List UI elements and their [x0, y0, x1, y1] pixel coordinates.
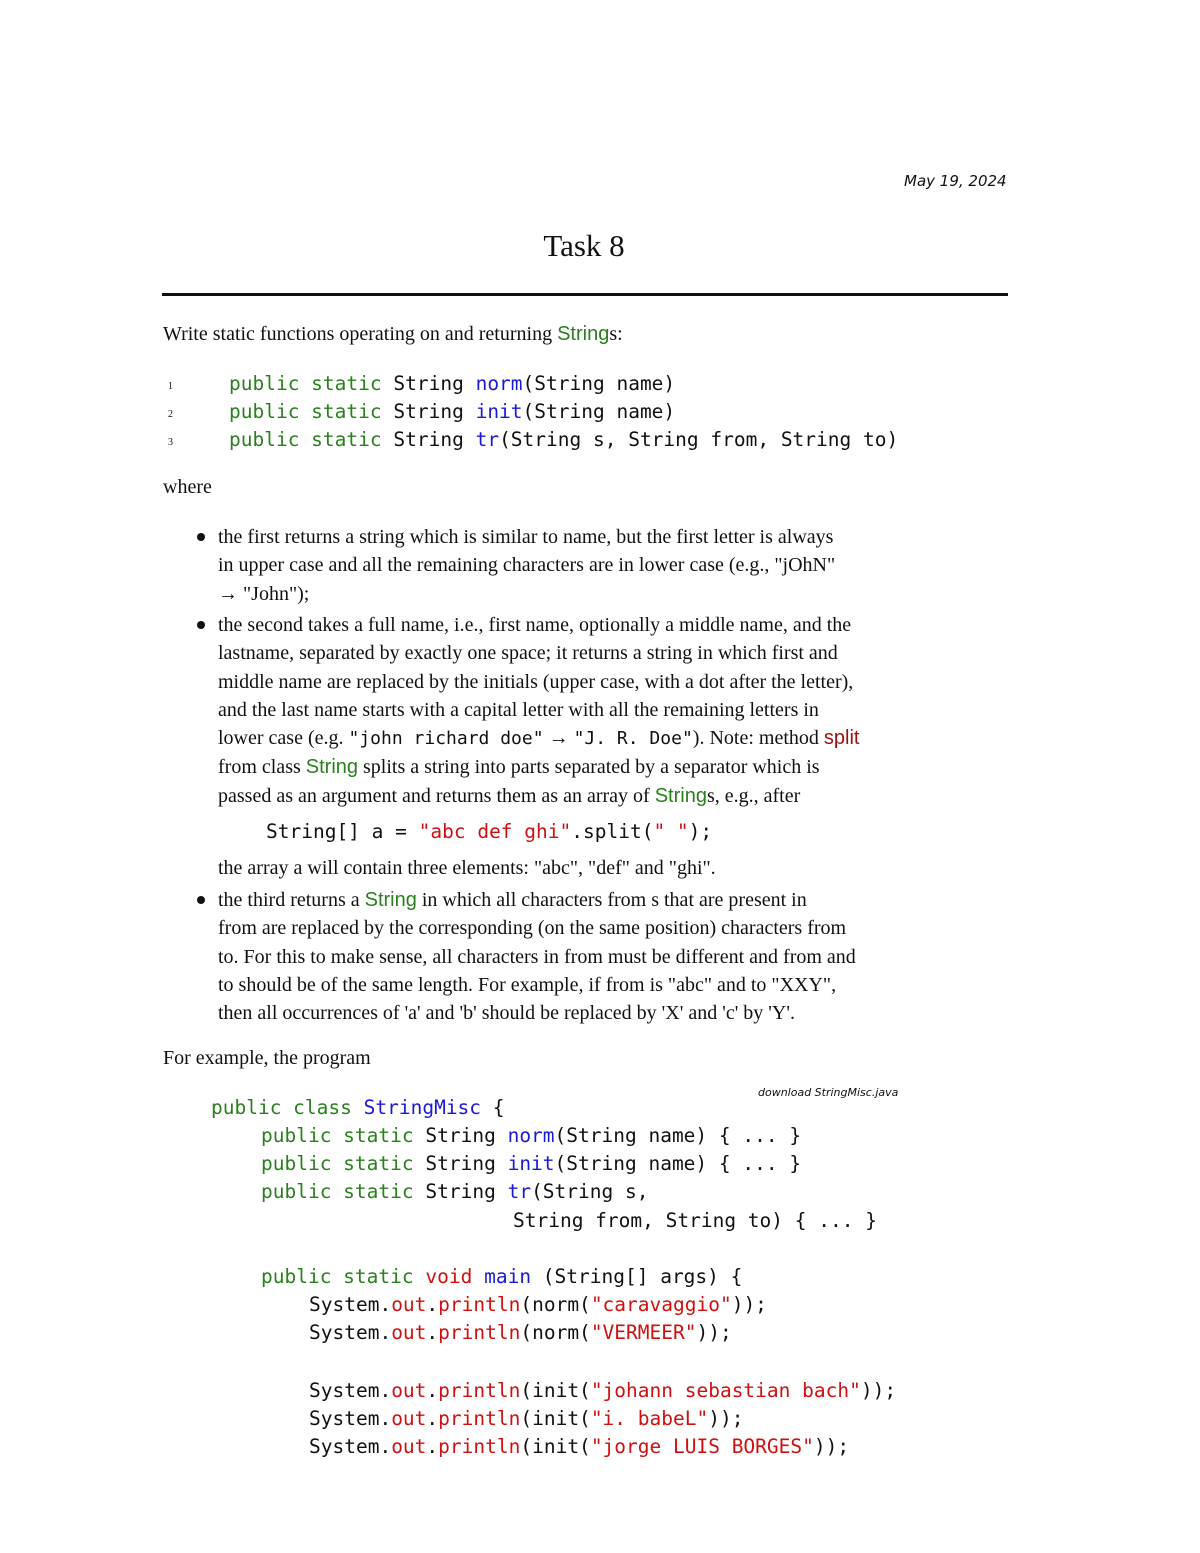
code-line: public static String norm(String name) { ... } — [261, 1124, 802, 1147]
split-result-text: the array a will contain three elements: "abc", "def" and "ghi". — [218, 857, 716, 879]
title-rule — [162, 293, 1008, 296]
date: May 19, 2024 — [904, 172, 1007, 190]
code-line: public static void main (String[] args) { — [261, 1265, 743, 1288]
code-line: System.out.println(init("jorge LUIS BORGES")); — [309, 1435, 850, 1458]
signature-line: public static String init(String name) — [229, 400, 676, 423]
bullet-1-text: the first returns a string which is similar to name, but the first letter is always in upper case and all the remaining characters are in lower case (e.g., "jOhN" → "John"); — [218, 526, 836, 605]
bullet-2-text: the second takes a full name, i.e., first name, optionally a middle name, and the lastname, separated by exactly one space; it returns a string in which first and middle name are replaced by the initials (upper case, with a dot after the letter), and the last name starts with a capital letter with all the remaining letters in lower case (e.g. "john richard doe" → "J. R. Doe"). Note: method split from class String splits a string into parts separated by a separator which is passed as an argument and returns them as an array of Strings, e.g., after — [218, 614, 860, 807]
code-line: String from, String to) { ... } — [513, 1209, 877, 1232]
where-text: where — [163, 476, 212, 498]
bullet-icon — [197, 533, 205, 541]
code-line: System.out.println(init("i. babeL")); — [309, 1407, 744, 1430]
for-example-text: For example, the program — [163, 1047, 371, 1069]
signature-line: public static String norm(String name) — [229, 372, 676, 395]
code-line: public static String tr(String s, — [261, 1180, 649, 1203]
code-line: public class StringMisc { — [211, 1096, 505, 1119]
line-number: 2 — [168, 409, 173, 420]
code-line: public static String init(String name) { ... } — [261, 1152, 802, 1175]
bullet-3-text: the third returns a String in which all characters from s that are present in from are replaced by the corresponding (on the same position) characters from to. For this to make sense, all characters in from must be different and from and to should be of the same length. For example, if from is "abc" and to "XXY", then all occurrences of 'a' and 'b' should be replaced by 'X' and 'c' by 'Y'. — [218, 889, 856, 1025]
split-example-code: String[] a = "abc def ghi".split(" "); — [266, 820, 713, 843]
code-line: System.out.println(norm("VERMEER")); — [309, 1321, 732, 1344]
bullet-icon — [197, 621, 205, 629]
code-line: System.out.println(init("johann sebastian bach")); — [309, 1379, 897, 1402]
bullet-icon — [197, 896, 205, 904]
page-title: Task 8 — [543, 228, 625, 263]
download-link[interactable]: download StringMisc.java — [758, 1086, 899, 1099]
signature-line: public static String tr(String s, String from, String to) — [229, 428, 899, 451]
line-number: 3 — [168, 437, 173, 448]
line-number: 1 — [168, 381, 173, 392]
code-line: System.out.println(norm("caravaggio")); — [309, 1293, 767, 1316]
intro-text: Write static functions operating on and returning Strings: — [163, 323, 623, 345]
